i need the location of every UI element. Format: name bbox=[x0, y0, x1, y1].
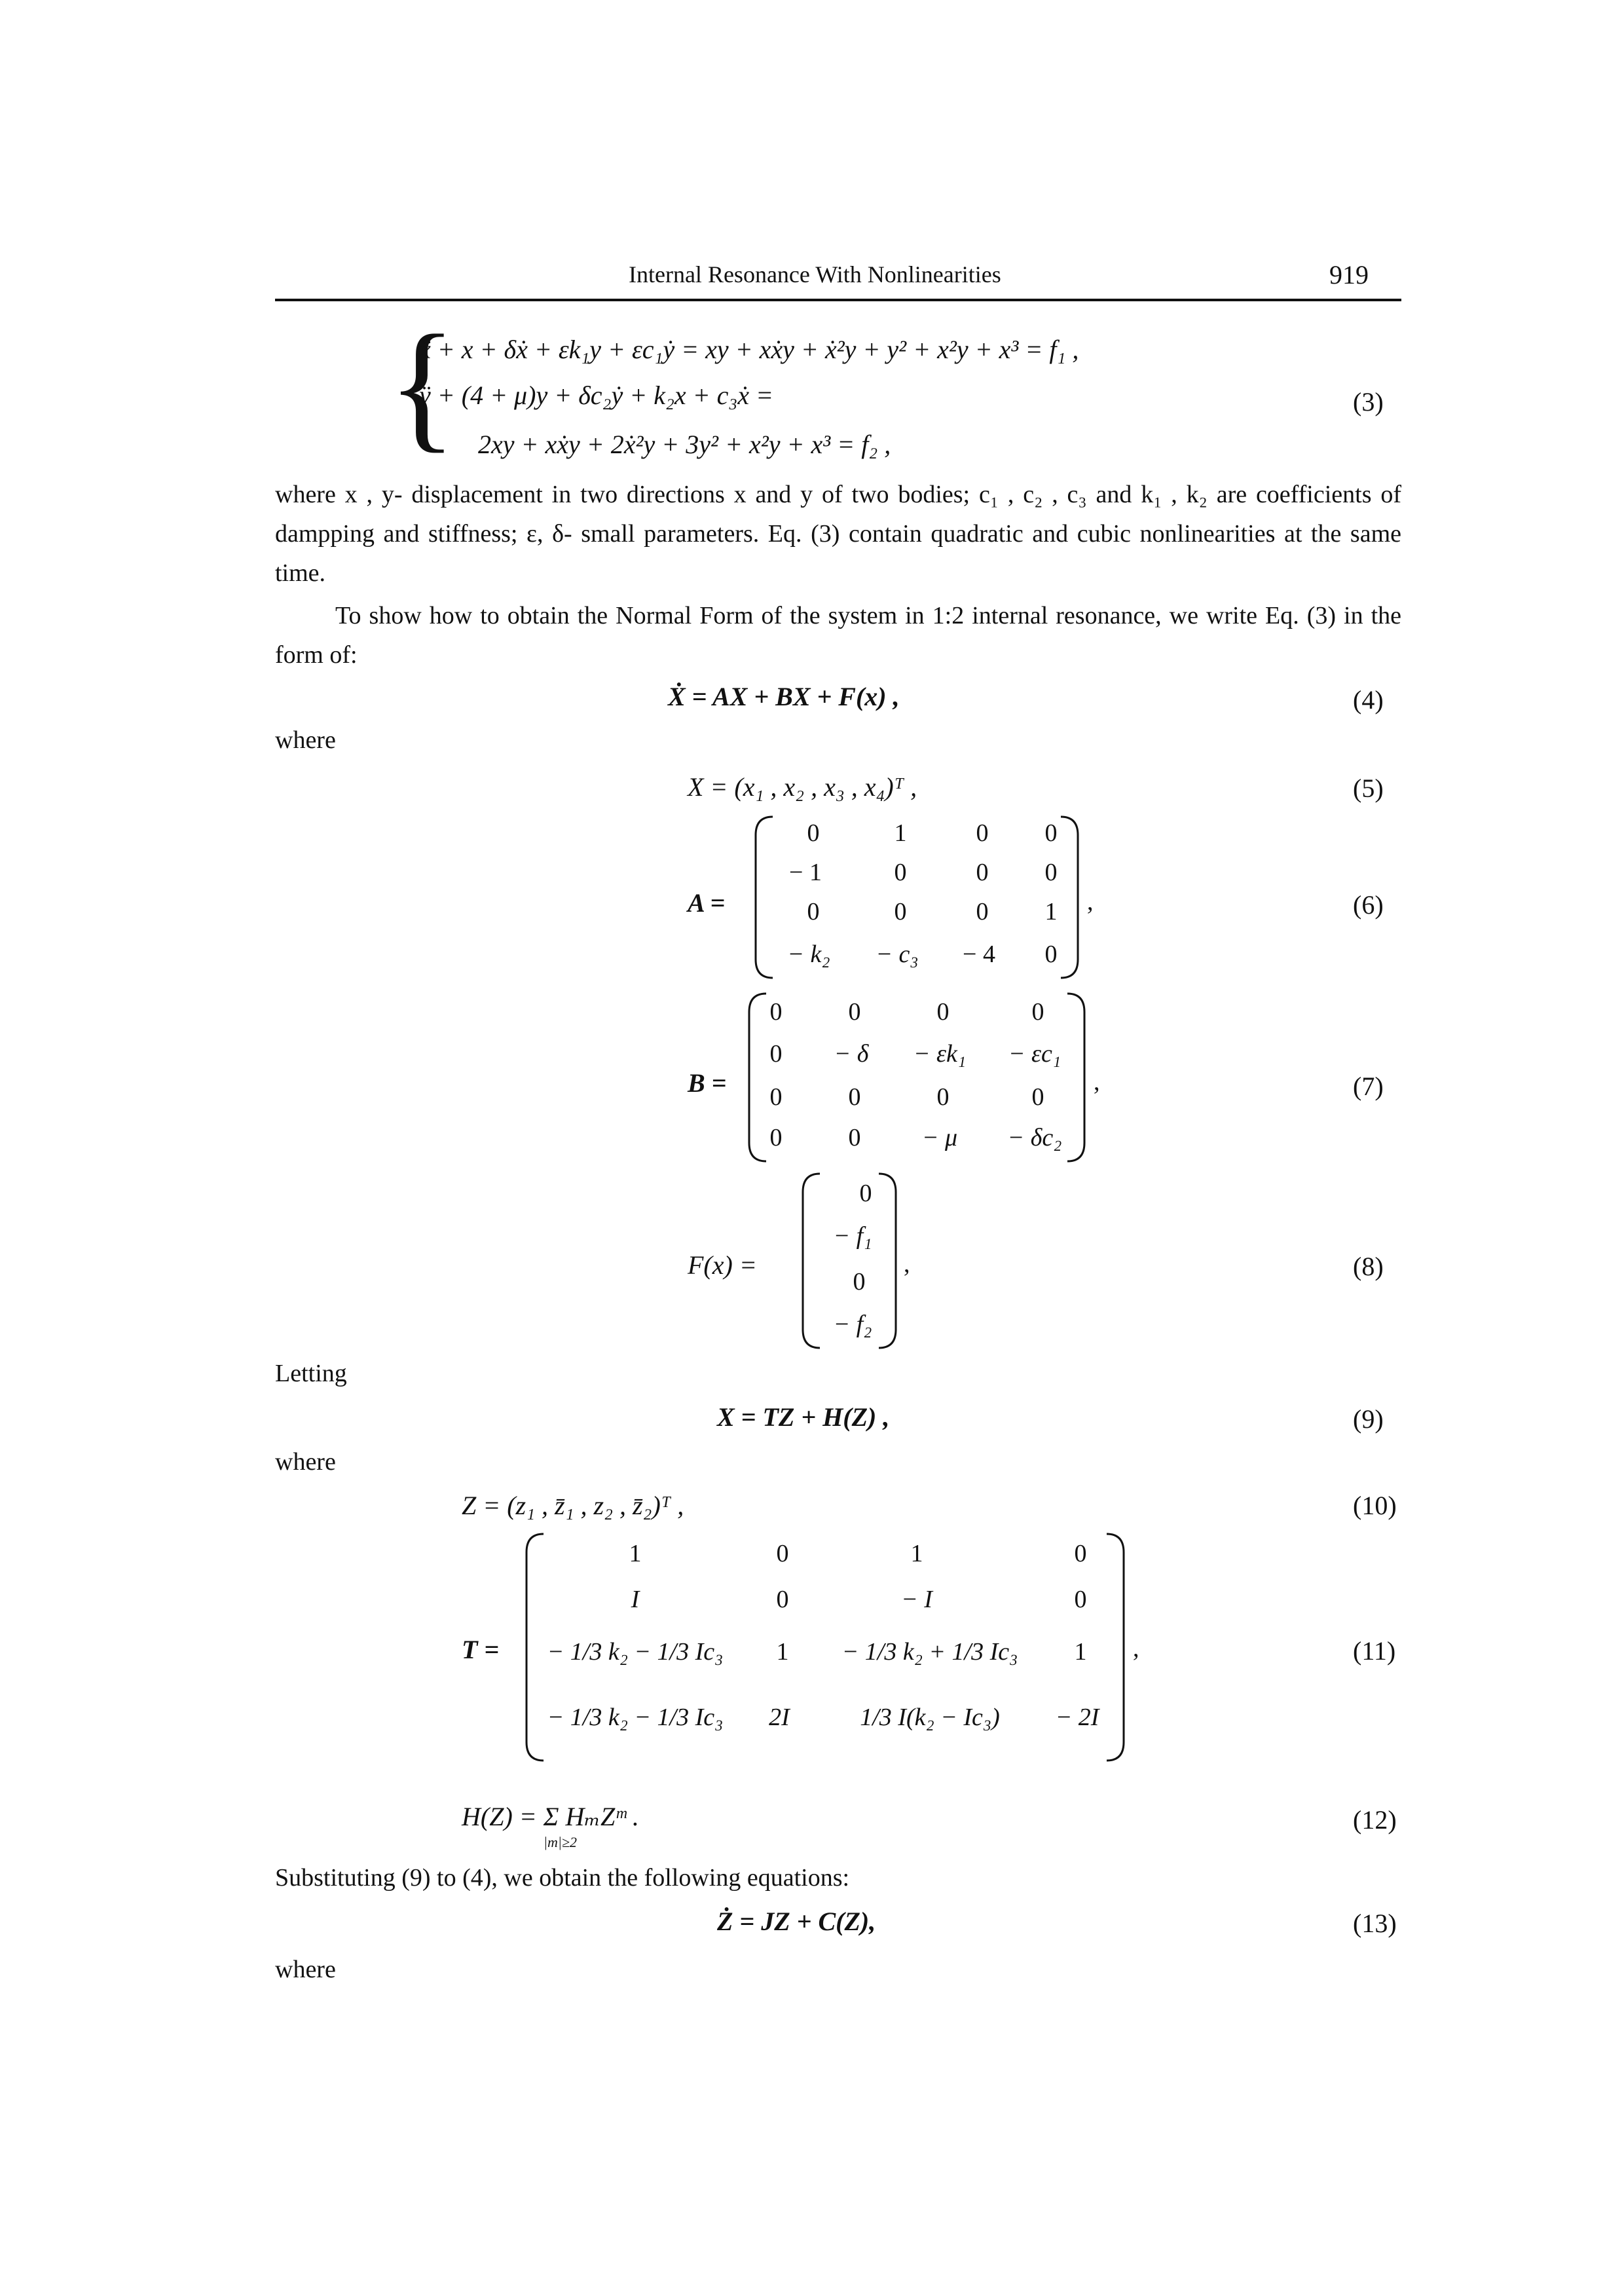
eq9: X = TZ + H(Z) , bbox=[717, 1402, 890, 1432]
matrix-A-cell: 0 bbox=[1044, 941, 1058, 968]
matrix-T-cell: 1/3 I(k₂ − Ic₃) bbox=[860, 1704, 1000, 1731]
eq6-number: (6) bbox=[1353, 890, 1384, 920]
matrix-T-cell: 1 bbox=[776, 1638, 789, 1666]
matrix-T-cell: 0 bbox=[776, 1586, 789, 1613]
vector-F-cell: 0 bbox=[859, 1180, 872, 1207]
matrix-T-cell: 1 bbox=[1074, 1638, 1087, 1666]
matrix-A-cell: − 1 bbox=[789, 859, 822, 886]
matrix-B-cell: 0 bbox=[769, 1124, 783, 1151]
matrix-A-cell: − k₂ bbox=[787, 941, 830, 968]
matrix-A-cell: 0 bbox=[894, 898, 907, 925]
eq3-line2: ÿ + (4 + μ)y + δc₂ẏ + k₂x + c₃ẋ = bbox=[419, 381, 774, 410]
substituting-sentence: Substituting (9) to (4), we obtain the following equations: bbox=[275, 1864, 850, 1892]
matrix-B-cell: − δ bbox=[834, 1040, 869, 1068]
matrix-A-cell: 1 bbox=[894, 819, 907, 847]
eq7-comma: , bbox=[1094, 1068, 1100, 1096]
eq13: Ż = JZ + C(Z), bbox=[717, 1907, 876, 1936]
matrix-T-cell: − I bbox=[901, 1586, 932, 1613]
matrix-T-cell: 1 bbox=[910, 1540, 923, 1567]
matrix-T-cell: 2I bbox=[769, 1704, 790, 1731]
vector-F-cell: − f₂ bbox=[833, 1311, 872, 1338]
matrix-T-cell: − 2I bbox=[1055, 1704, 1099, 1731]
matrix-B-cell: 0 bbox=[1031, 1083, 1044, 1111]
matrix-A-cell: 0 bbox=[976, 859, 989, 886]
letting-label: Letting bbox=[275, 1360, 347, 1387]
matrix-B-cell: 0 bbox=[936, 1083, 950, 1111]
matrix-T-cell: I bbox=[631, 1586, 640, 1613]
matrix-A-cell: 1 bbox=[1044, 898, 1058, 925]
eq12-subscript: |m|≥2 bbox=[544, 1834, 578, 1850]
eq10-number: (10) bbox=[1353, 1491, 1397, 1520]
matrix-B-cell: 0 bbox=[848, 1124, 861, 1151]
matrix-B-cell: 0 bbox=[848, 998, 861, 1026]
matrix-A-cell: 0 bbox=[894, 859, 907, 886]
eq7-lhs: B = bbox=[688, 1068, 727, 1098]
matrix-T-cell: 0 bbox=[776, 1540, 789, 1567]
where-label-3: where bbox=[275, 1956, 336, 1983]
eq11-lhs: T = bbox=[462, 1635, 500, 1664]
matrix-T bbox=[524, 1533, 1126, 1762]
eq11-comma: , bbox=[1133, 1635, 1139, 1662]
eq11-number: (11) bbox=[1353, 1636, 1396, 1666]
vector-F bbox=[800, 1172, 898, 1349]
eq3-line1: ẍ + x + δẋ + εk₁y + εc₁ẏ = xy + xẋy + ẋ²y + y² + x²y + x³ = f₁ , bbox=[419, 335, 1079, 364]
eq4-number: (4) bbox=[1353, 685, 1384, 715]
eq8-lhs: F(x) = bbox=[688, 1250, 757, 1280]
running-header-title: Internal Resonance With Nonlinearities bbox=[629, 261, 1001, 288]
eq8-comma: , bbox=[904, 1250, 910, 1278]
matrix-A-cell: − 4 bbox=[963, 941, 995, 968]
matrix-B-cell: 0 bbox=[1031, 998, 1044, 1026]
eq3-brace: { bbox=[388, 305, 457, 465]
where-label-2: where bbox=[275, 1448, 336, 1476]
eq8-number: (8) bbox=[1353, 1252, 1384, 1281]
eq7-number: (7) bbox=[1353, 1072, 1384, 1101]
eq3-number: (3) bbox=[1353, 387, 1384, 417]
matrix-B-cell: 0 bbox=[769, 998, 783, 1026]
eq6-lhs: A = bbox=[688, 888, 726, 918]
matrix-A bbox=[753, 815, 1080, 979]
page-number: 919 bbox=[1329, 260, 1369, 289]
vector-F-cell: 0 bbox=[853, 1268, 866, 1296]
eq3-line3: 2xy + xẋy + 2ẋ²y + 3y² + x²y + x³ = f₂ , bbox=[478, 430, 891, 459]
matrix-B-cell: − δc₂ bbox=[1007, 1124, 1062, 1151]
eq10: Z = (z₁ , z̄₁ , z₂ , z̄₂)ᵀ , bbox=[462, 1491, 684, 1520]
eq12-number: (12) bbox=[1353, 1805, 1397, 1835]
matrix-T-cell: 0 bbox=[1074, 1540, 1087, 1567]
eq12: H(Z) = Σ HₘZᵐ . bbox=[462, 1802, 639, 1831]
matrix-B-cell: 0 bbox=[769, 1083, 783, 1111]
header-rule bbox=[275, 299, 1401, 301]
matrix-B-cell: 0 bbox=[769, 1040, 783, 1068]
eq5: X = (x₁ , x₂ , x₃ , x₄)ᵀ , bbox=[688, 772, 917, 802]
matrix-B-cell: 0 bbox=[848, 1083, 861, 1111]
matrix-A-cell: − c₃ bbox=[876, 941, 919, 968]
matrix-A-cell: 0 bbox=[976, 898, 989, 925]
where-label-1: where bbox=[275, 726, 336, 754]
matrix-B-cell: − εc₁ bbox=[1008, 1040, 1061, 1068]
matrix-T-cell: − 1/3 k₂ + 1/3 Ic₃ bbox=[841, 1638, 1018, 1666]
matrix-B-cell: − μ bbox=[921, 1124, 958, 1151]
eq13-number: (13) bbox=[1353, 1909, 1397, 1938]
matrix-A-cell: 0 bbox=[807, 819, 820, 847]
show-paragraph: To show how to obtain the Normal Form of the system in 1:2 internal resonance, we write Eq. (3) in the form of: bbox=[275, 602, 1401, 669]
eq6-comma: , bbox=[1087, 888, 1094, 916]
matrix-A-cell: 0 bbox=[807, 898, 820, 925]
eq4: Ẋ = AX + BX + F(x) , bbox=[668, 682, 900, 711]
matrix-A-cell: 0 bbox=[976, 819, 989, 847]
matrix-T-cell: 0 bbox=[1074, 1586, 1087, 1613]
matrix-T-cell: 1 bbox=[629, 1540, 642, 1567]
vector-F-cell: − f₁ bbox=[833, 1222, 872, 1250]
eq5-number: (5) bbox=[1353, 774, 1384, 803]
matrix-A-cell: 0 bbox=[1044, 819, 1058, 847]
matrix-T-cell: − 1/3 k₂ − 1/3 Ic₃ bbox=[547, 1638, 724, 1666]
eq9-number: (9) bbox=[1353, 1404, 1384, 1434]
matrix-B-cell: − εk₁ bbox=[913, 1040, 967, 1068]
matrix-B-cell: 0 bbox=[936, 998, 950, 1026]
matrix-B bbox=[747, 992, 1087, 1163]
matrix-T-cell: − 1/3 k₂ − 1/3 Ic₃ bbox=[547, 1704, 724, 1731]
matrix-A-cell: 0 bbox=[1044, 859, 1058, 886]
where-paragraph: where x , y- displacement in two directions x and y of two bodies; c₁ , c₂ , c₃ and k₁ , k₂ are coefficients of dampping and stiffness; ε, δ- small parameters. Eq. (3) contain quadratic and cubic nonlinearities at the same time. bbox=[275, 481, 1401, 587]
